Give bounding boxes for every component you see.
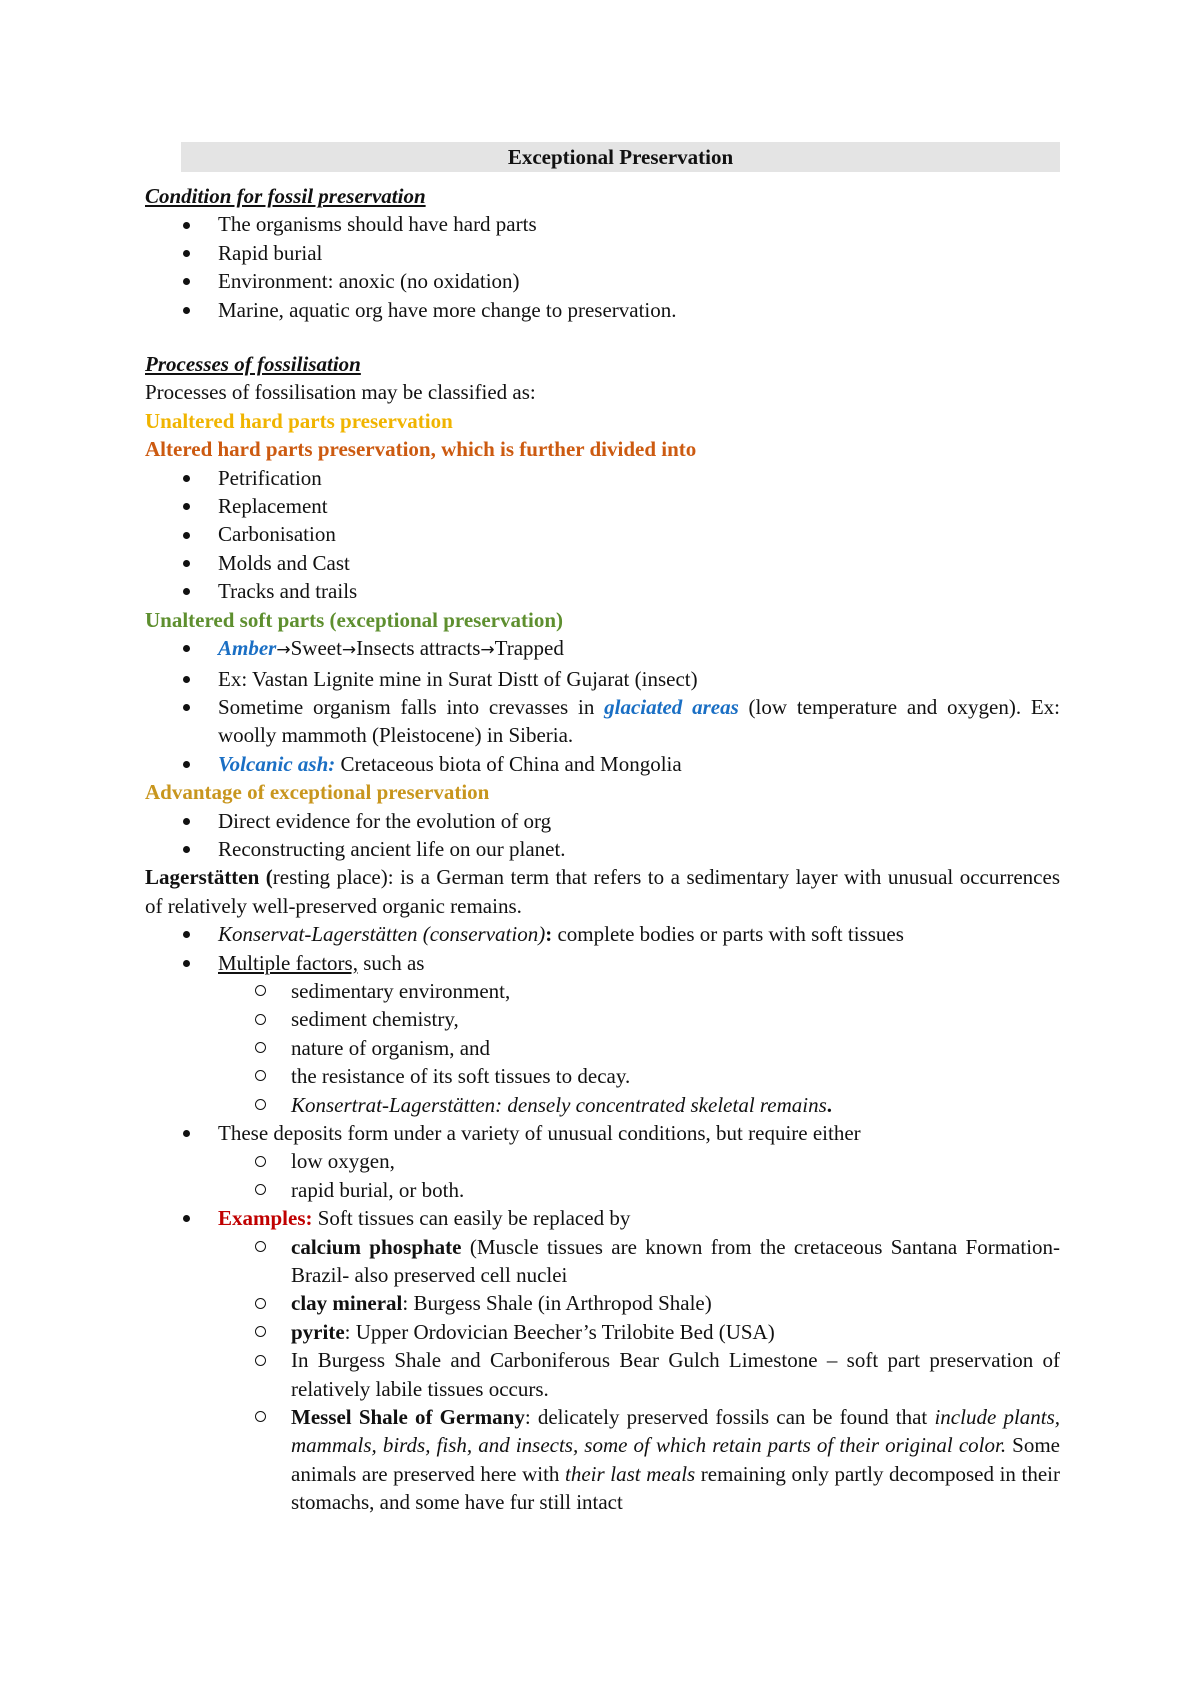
list-item: These deposits form under a variety of unusual conditions, but require either low oxygen, rapid burial, or both.	[145, 1119, 1060, 1204]
list-item: Replacement	[145, 492, 1060, 520]
list-item: Volcanic ash: Cretaceous biota of China and Mongolia	[145, 750, 1060, 778]
lagerstatten-definition: Lagerstätten (resting place): is a German term that refers to a sedimentary layer with unusual occurrences of relatively well-preserved organic remains.	[145, 865, 1060, 918]
bullet-icon	[183, 960, 190, 967]
bullet-icon	[183, 1215, 190, 1222]
bullet-icon	[183, 588, 190, 595]
processes-intro: Processes of fossilisation may be classified as:	[145, 380, 536, 405]
bullet-icon	[183, 645, 190, 652]
list-item: Reconstructing ancient life on our planet.	[145, 835, 1060, 863]
unaltered-soft-heading: Unaltered soft parts (exceptional preservation)	[145, 607, 563, 632]
circle-bullet-icon	[255, 985, 266, 996]
bullet-icon	[183, 931, 190, 938]
unaltered-hard-heading: Unaltered hard parts preservation	[145, 408, 453, 433]
advantage-heading: Advantage of exceptional preservation	[145, 780, 490, 805]
lagerstatten-list	[145, 920, 1060, 1517]
list-item: Amber→Sweet→Insects attracts→Trapped	[145, 634, 1060, 664]
altered-list	[145, 464, 1060, 606]
circle-bullet-icon	[255, 1298, 266, 1309]
bullet-icon	[183, 818, 190, 825]
list-item: Ex: Vastan Lignite mine in Surat Distt of Gujarat (insect)	[145, 665, 1060, 693]
list-item: Multiple factors, such as sedimentary environment, sediment chemistry, nature of organism, and the resistance of its soft tissues to decay. Konsertrat-Lagerstätten: densely concentrated skeletal remains.	[145, 949, 1060, 1119]
circle-bullet-icon	[255, 1156, 266, 1167]
list-item: In Burgess Shale and Carboniferous Bear Gulch Limestone – soft part preservation of relatively labile tissues occurs.	[145, 1346, 1060, 1403]
circle-bullet-icon	[255, 1241, 266, 1252]
circle-bullet-icon	[255, 1070, 266, 1081]
deposit-list	[145, 1147, 1060, 1204]
arrow-icon: →	[276, 640, 291, 661]
list-item: Environment: anoxic (no oxidation)	[145, 267, 1060, 295]
list-item: nature of organism, and	[145, 1034, 1060, 1062]
altered-hard-heading: Altered hard parts preservation, which is further divided into	[145, 437, 697, 462]
circle-bullet-icon	[255, 1099, 266, 1110]
list-item: calcium phosphate (Muscle tissues are known from the cretaceous Santana Formation- Brazil- also preserved cell nuclei	[145, 1233, 1060, 1290]
bullet-icon	[183, 846, 190, 853]
list-item: The organisms should have hard parts	[145, 210, 1060, 238]
list-item: Konsertrat-Lagerstätten: densely concentrated skeletal remains.	[145, 1091, 1060, 1119]
processes-heading: Processes of fossilisation	[145, 352, 361, 377]
bullet-icon	[183, 1130, 190, 1137]
list-item: Molds and Cast	[145, 549, 1060, 577]
bullet-icon	[183, 503, 190, 510]
bullet-icon	[183, 278, 190, 285]
arrow-icon: →	[480, 640, 495, 661]
list-item: Sometime organism falls into crevasses in glaciated areas (low temperature and oxygen). Ex: woolly mammoth (Pleistocene) in Siberia.	[145, 693, 1060, 750]
condition-list	[145, 210, 1060, 324]
list-item: Examples: Soft tissues can easily be replaced by calcium phosphate (Muscle tissues are known from the cretaceous Santana Formation- Brazil- also preserved cell nuclei clay mineral: Burgess Shale (in Arthropod Shale) pyrite: Upper Ordovician Beecher’s Trilobite Bed (USA) In Burgess Shale and Carboniferous Bear Gulch Limestone – soft part preservation of relatively labile tissues occurs. Messel Shale of Germany: delicately preserved fossils can be found that include plants, mammals, birds, fish, and insects, some of which retain parts of their original color. Some animals are preserved here with their last meals remaining only partly decomposed in their stomachs, and some have fur still intact	[145, 1204, 1060, 1516]
list-item: Tracks and trails	[145, 577, 1060, 605]
circle-bullet-icon	[255, 1042, 266, 1053]
list-item: Carbonisation	[145, 520, 1060, 548]
circle-bullet-icon	[255, 1355, 266, 1366]
circle-bullet-icon	[255, 1326, 266, 1337]
examples-list	[145, 1233, 1060, 1517]
bullet-icon	[183, 704, 190, 711]
list-item: Marine, aquatic org have more change to preservation.	[145, 296, 1060, 324]
list-item: Direct evidence for the evolution of org	[145, 807, 1060, 835]
list-item: pyrite: Upper Ordovician Beecher’s Trilobite Bed (USA)	[145, 1318, 1060, 1346]
bullet-icon	[183, 475, 190, 482]
bullet-icon	[183, 761, 190, 768]
document-page	[145, 142, 1060, 1517]
list-item: Petrification	[145, 464, 1060, 492]
list-item: clay mineral: Burgess Shale (in Arthropod Shale)	[145, 1289, 1060, 1317]
arrow-icon: →	[341, 640, 357, 661]
list-item: Konservat-Lagerstätten (conservation): complete bodies or parts with soft tissues	[145, 920, 1060, 948]
list-item: rapid burial, or both.	[145, 1176, 1060, 1204]
circle-bullet-icon	[255, 1014, 266, 1025]
list-item: sediment chemistry,	[145, 1005, 1060, 1033]
condition-heading: Condition for fossil preservation	[145, 184, 426, 208]
bullet-icon	[183, 676, 190, 683]
list-item: low oxygen,	[145, 1147, 1060, 1175]
circle-bullet-icon	[255, 1411, 266, 1422]
document-title: Exceptional Preservation	[181, 142, 1060, 172]
soft-list	[145, 634, 1060, 778]
advantage-list	[145, 807, 1060, 864]
bullet-icon	[183, 532, 190, 539]
list-item: the resistance of its soft tissues to decay.	[145, 1062, 1060, 1090]
bullet-icon	[183, 307, 190, 314]
list-item: Messel Shale of Germany: delicately preserved fossils can be found that include plants, mammals, birds, fish, and insects, some of which retain parts of their original color. Some animals are preserved here with their last meals remaining only partly decomposed in their stomachs, and some have fur still intact	[145, 1403, 1060, 1517]
bullet-icon	[183, 560, 190, 567]
bullet-icon	[183, 250, 190, 257]
list-item: Rapid burial	[145, 239, 1060, 267]
bullet-icon	[183, 222, 190, 229]
list-item: sedimentary environment,	[145, 977, 1060, 1005]
factors-list	[145, 977, 1060, 1119]
circle-bullet-icon	[255, 1184, 266, 1195]
